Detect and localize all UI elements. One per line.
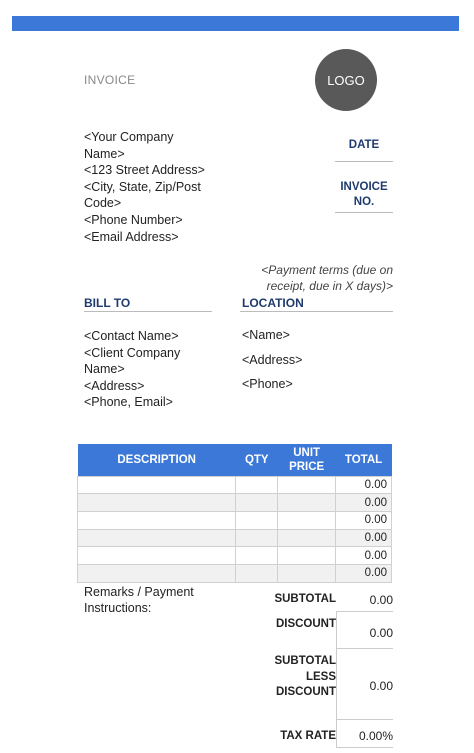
subtotal-label: SUBTOTAL [274, 593, 336, 605]
tax-rate-value[interactable]: 0.00% [358, 729, 393, 743]
cell-qty[interactable] [236, 494, 278, 512]
items-table [77, 444, 392, 583]
top-accent-bar [12, 16, 459, 31]
location-divider [240, 311, 393, 312]
location-address[interactable]: <Address> [242, 353, 303, 367]
table-row [78, 564, 392, 582]
cell-description[interactable] [78, 494, 236, 512]
cell-total: 0.00 [336, 476, 392, 494]
cell-qty[interactable] [236, 564, 278, 582]
items-header-row [78, 444, 392, 476]
logo-placeholder: LOGO [315, 49, 377, 111]
col-qty: QTY [236, 444, 278, 476]
cell-unit-price[interactable] [278, 564, 336, 582]
col-total: TOTAL [336, 444, 392, 476]
company-info [84, 129, 214, 245]
subtotal-value: 0.00 [369, 593, 393, 607]
date-label: DATE [348, 139, 380, 151]
col-description: DESCRIPTION [78, 444, 236, 476]
cell-description[interactable] [78, 547, 236, 565]
location-phone[interactable]: <Phone> [242, 377, 293, 391]
invoice-title: INVOICE [84, 73, 136, 87]
tax-rate-label: TAX RATE [280, 730, 336, 742]
cell-unit-price[interactable] [278, 547, 336, 565]
table-row [78, 494, 392, 512]
bill-contact-name[interactable]: <Contact Name> [84, 329, 179, 343]
cell-total: 0.00 [336, 511, 392, 529]
table-row [78, 529, 392, 547]
cell-description[interactable] [78, 476, 236, 494]
bill-address[interactable]: <Address> [84, 378, 145, 393]
cell-unit-price[interactable] [278, 494, 336, 512]
company-email[interactable]: <Email Address> [84, 229, 179, 244]
cell-total: 0.00 [336, 494, 392, 512]
cell-total: 0.00 [336, 547, 392, 565]
payment-terms[interactable]: <Payment terms (due on receipt, due in X days)> [261, 263, 393, 293]
invoice-no-field[interactable] [335, 212, 393, 213]
cell-total: 0.00 [336, 529, 392, 547]
company-street[interactable]: <123 Street Address> [84, 163, 205, 178]
bill-to-block [84, 328, 224, 411]
location-name[interactable]: <Name> [242, 328, 290, 342]
cell-unit-price[interactable] [278, 511, 336, 529]
bill-to-heading: BILL TO [84, 296, 131, 310]
discount-label: DISCOUNT [275, 618, 336, 630]
company-city[interactable]: <City, State, Zip/Post Code> [84, 179, 201, 211]
company-name[interactable]: <Your Company Name> [84, 130, 174, 161]
table-row [78, 476, 392, 494]
bill-client-company[interactable]: <Client Company Name> [84, 345, 181, 376]
cell-qty[interactable] [236, 511, 278, 529]
location-heading: LOCATION [242, 296, 304, 310]
subtotal-less-discount-label: SUBTOTAL LESS DISCOUNT [274, 655, 336, 698]
cell-qty[interactable] [236, 476, 278, 494]
cell-unit-price[interactable] [278, 476, 336, 494]
invoice-no-label: INVOICE NO. [340, 181, 388, 208]
col-unit-price: UNIT PRICE [278, 444, 336, 476]
cell-description[interactable] [78, 511, 236, 529]
cell-description[interactable] [78, 564, 236, 582]
cell-qty[interactable] [236, 547, 278, 565]
bill-to-divider [84, 311, 212, 312]
remarks-label[interactable]: Remarks / Payment Instructions: [84, 585, 194, 615]
cell-unit-price[interactable] [278, 529, 336, 547]
table-row [78, 547, 392, 565]
bill-phone-email[interactable]: <Phone, Email> [84, 395, 173, 409]
cell-qty[interactable] [236, 529, 278, 547]
table-row [78, 511, 392, 529]
discount-value[interactable]: 0.00 [369, 626, 393, 640]
cell-total: 0.00 [336, 564, 392, 582]
company-phone[interactable]: <Phone Number> [84, 212, 183, 227]
date-field[interactable] [335, 161, 393, 162]
cell-description[interactable] [78, 529, 236, 547]
subtotal-less-discount-value: 0.00 [369, 679, 393, 693]
